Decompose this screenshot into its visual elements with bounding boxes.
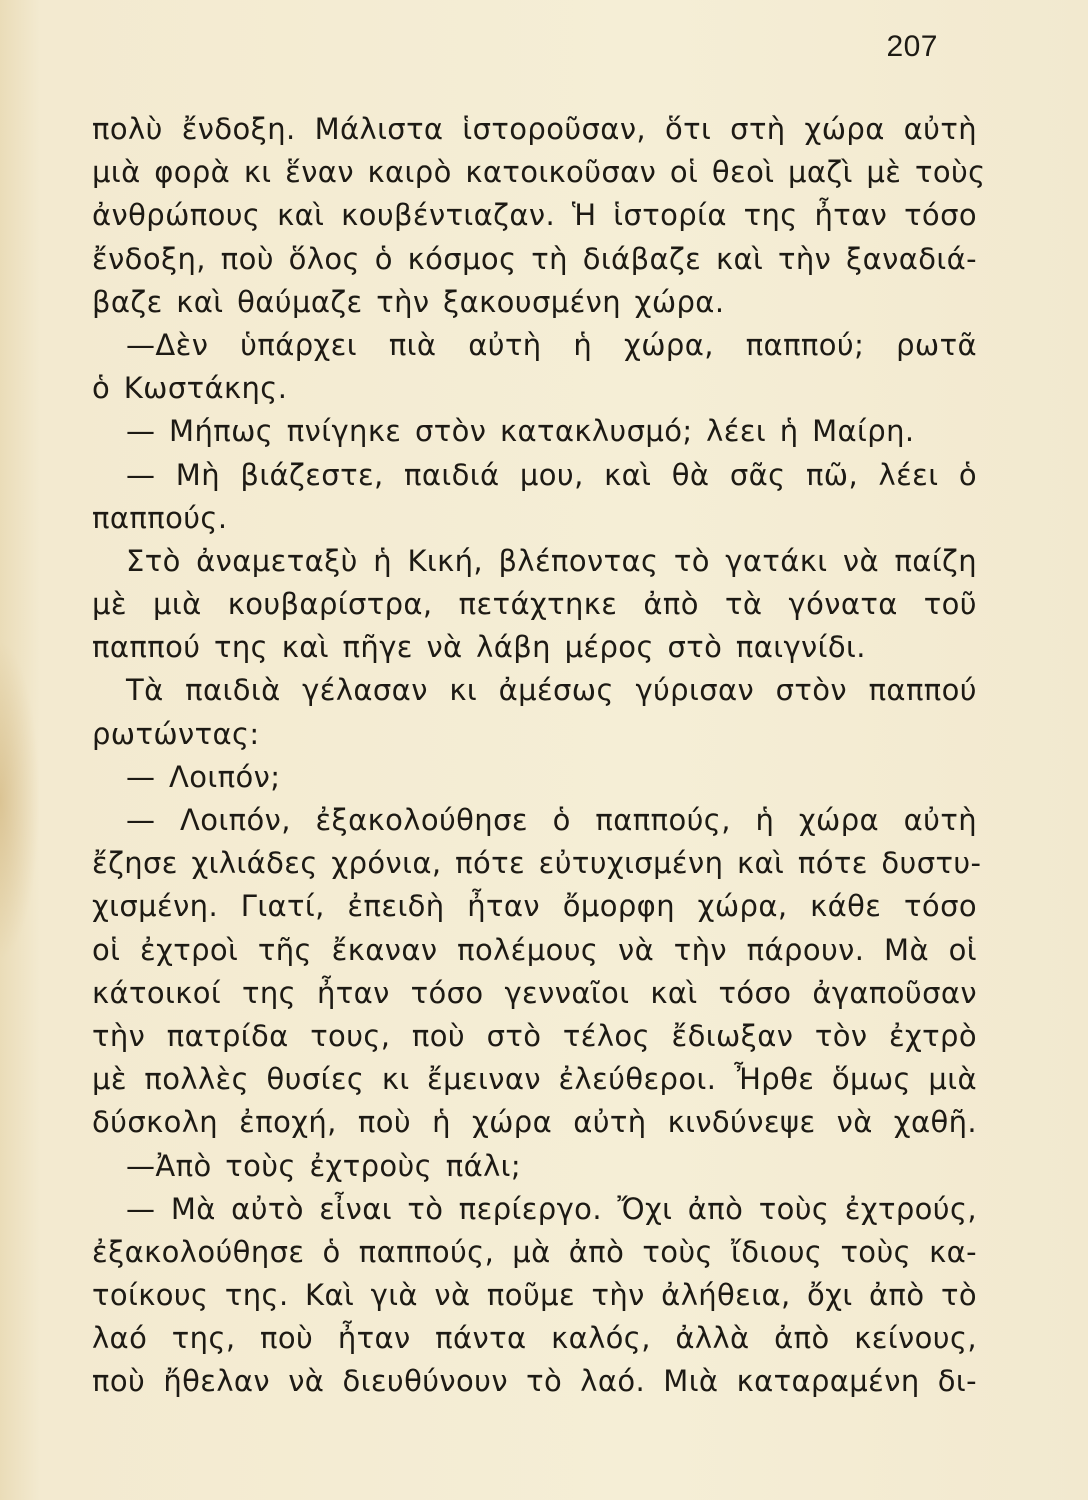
text-line: πολὺ ἔνδοξη. Μάλιστα ἱστοροῦσαν, ὅτι στὴ χώρα αὐτὴ	[92, 112, 977, 146]
text-line: ἔζησε χιλιάδες χρόνια, πότε εὐτυχισμένη καὶ πότε δυστυ-	[92, 846, 982, 881]
text-line: — Μὰ αὐτὸ εἶναι τὸ περίεργο. Ὄχι ἀπὸ τοὺς ἐχτρούς,	[126, 1191, 977, 1226]
text-line: ποὺ ἤθελαν νὰ διευθύνουν τὸ λαό. Μιὰ καταραμένη δι-	[92, 1364, 977, 1399]
text-line: ἐξακολούθησε ὁ παππούς, μὰ ἀπὸ τοὺς ἴδιους τοὺς κα-	[92, 1234, 977, 1269]
text-line: μιὰ φορὰ κι ἕναν καιρὸ κατοικοῦσαν οἱ θεοὶ μαζὶ μὲ τοὺς	[92, 155, 986, 190]
text-line: τοίκους της. Καὶ γιὰ νὰ ποῦμε τὴν ἀλήθεια, ὄχι ἀπὸ τὸ	[92, 1278, 977, 1313]
text-line: λαό της, ποὺ ἦταν πάντα καλός, ἀλλὰ ἀπὸ κείνους,	[92, 1321, 977, 1356]
text-line: μὲ μιὰ κουβαρίστρα, πετάχτηκε ἀπὸ τὰ γόνατα τοῦ	[92, 587, 977, 622]
text-line: οἱ ἐχτροὶ τῆς ἔκαναν πολέμους νὰ τὴν πάρουν. Μὰ οἱ	[92, 932, 977, 967]
text-line: —Ἀπὸ τοὺς ἐχτροὺς πάλι;	[126, 1148, 522, 1183]
page-stain	[0, 640, 40, 960]
text-line: βαζε καὶ θαύμαζε τὴν ξακουσμένη χώρα.	[92, 284, 725, 319]
text-line: — Μήπως πνίγηκε στὸν κατακλυσμό; λέει ἡ Μαίρη.	[126, 414, 915, 449]
text-line: παππού της καὶ πῆγε νὰ λάβη μέρος στὸ παιγνίδι.	[92, 630, 866, 665]
text-line: μὲ πολλὲς θυσίες κι ἔμειναν ἐλεύθεροι. Ἦρθε ὅμως μιὰ	[92, 1062, 977, 1097]
page-number: 207	[886, 30, 938, 63]
text-line: ἔνδοξη, ποὺ ὅλος ὁ κόσμος τὴ διάβαζε καὶ τὴν ξαναδιά-	[92, 241, 977, 276]
text-line: ὁ Κωστάκης.	[92, 371, 288, 406]
text-line: —Δὲν ὑπάρχει πιὰ αὐτὴ ἡ χώρα, παππού; ρωτᾶ	[126, 327, 977, 362]
text-line: — Μὴ βιάζεστε, παιδιά μου, καὶ θὰ σᾶς πῶ, λέει ὁ	[126, 457, 977, 492]
text-line: κάτοικοί της ἦταν τόσο γενναῖοι καὶ τόσο ἀγαποῦσαν	[92, 975, 977, 1010]
body-text	[92, 108, 986, 1404]
text-line: Στὸ ἀναμεταξὺ ἡ Κική, βλέποντας τὸ γατάκι νὰ παίζη	[126, 543, 977, 578]
text-line: χισμένη. Γιατί, ἐπειδὴ ἦταν ὄμορφη χώρα, κάθε τόσο	[92, 889, 977, 924]
text-line: παππούς.	[92, 500, 228, 535]
text-line: — Λοιπόν, ἐξακολούθησε ὁ παππούς, ἡ χώρα αὐτὴ	[126, 803, 977, 837]
text-line: τὴν πατρίδα τους, ποὺ στὸ τέλος ἔδιωξαν τὸν ἐχτρὸ	[92, 1018, 977, 1053]
text-line: ρωτώντας:	[92, 716, 260, 751]
text-line: δύσκολη ἐποχή, ποὺ ἡ χώρα αὐτὴ κινδύνεψε νὰ χαθῆ.	[92, 1105, 977, 1140]
text-line: Τὰ παιδιὰ γέλασαν κι ἀμέσως γύρισαν στὸν παππού	[126, 673, 977, 708]
text-line: ἀνθρώπους καὶ κουβέντιαζαν. Ἡ ἱστορία της ἦταν τόσο	[92, 198, 977, 233]
text-line: — Λοιπόν;	[126, 759, 281, 794]
